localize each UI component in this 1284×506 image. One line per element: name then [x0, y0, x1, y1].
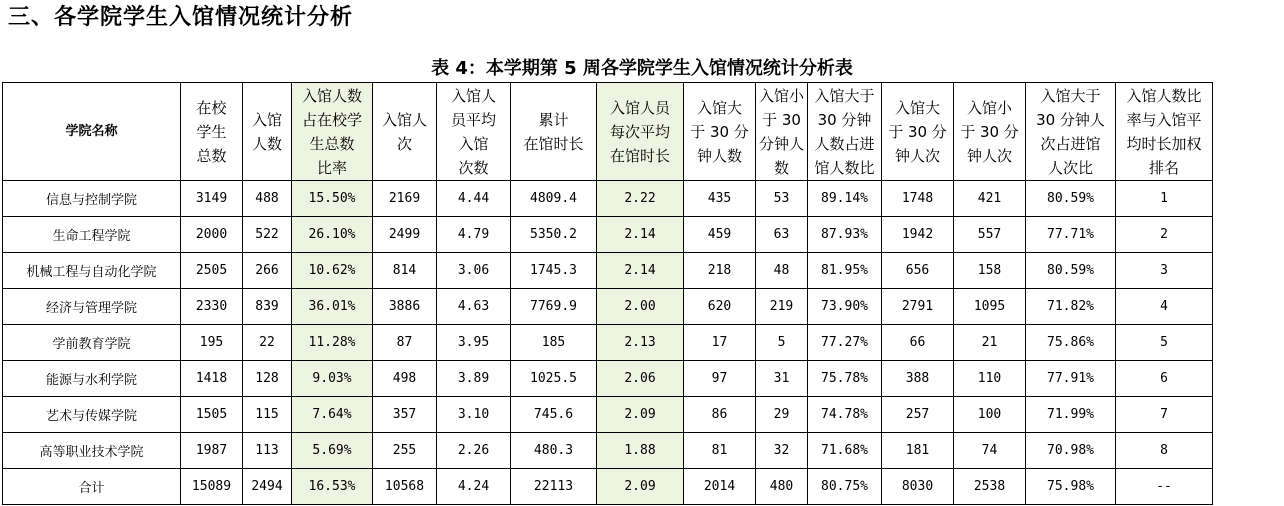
- column-header: [181, 83, 243, 181]
- table-cell: 745.6: [511, 397, 597, 433]
- column-header-line: 入馆人员: [609, 98, 670, 117]
- table-cell: 73.90%: [808, 289, 882, 325]
- table-cell: 1745.3: [511, 253, 597, 289]
- table-cell: 2.09: [597, 469, 684, 505]
- column-header-line: 每次平均: [609, 122, 670, 141]
- table-cell: 7.64%: [292, 397, 373, 433]
- stats-table: [2, 82, 1213, 505]
- column-header-line: 钟人次: [894, 146, 940, 165]
- table-cell: 75.86%: [1026, 325, 1116, 361]
- column-header: [597, 83, 684, 181]
- table-cell: 66: [882, 325, 954, 361]
- table-cell: 814: [373, 253, 437, 289]
- table-cell: 1.88: [597, 433, 684, 469]
- table-cell: 1942: [882, 217, 954, 253]
- table-cell: 4.44: [437, 181, 511, 217]
- table-cell: 435: [684, 181, 756, 217]
- table-cell: 53: [756, 181, 808, 217]
- column-header: [1116, 83, 1213, 181]
- table-cell: 48: [756, 253, 808, 289]
- table-row: [3, 433, 1213, 469]
- table-cell: 63: [756, 217, 808, 253]
- table-cell: 557: [954, 217, 1026, 253]
- table-cell: 74: [954, 433, 1026, 469]
- column-header-line: 总数: [196, 146, 227, 165]
- column-header-line: 入馆大: [696, 98, 742, 117]
- table-cell: 4.79: [437, 217, 511, 253]
- column-header: [684, 83, 756, 181]
- table-cell: 480.3: [511, 433, 597, 469]
- table-cell: 2000: [181, 217, 243, 253]
- table-cell: 75.98%: [1026, 469, 1116, 505]
- column-header-line: 于 30 分: [690, 122, 749, 141]
- table-cell: 488: [243, 181, 292, 217]
- table-cell: 459: [684, 217, 756, 253]
- table-cell: 86: [684, 397, 756, 433]
- column-header-line: 入馆大于: [814, 86, 875, 105]
- table-cell: 7: [1116, 397, 1213, 433]
- column-header-line: 次: [396, 134, 412, 153]
- table-cell: 71.82%: [1026, 289, 1116, 325]
- table-cell: 80.59%: [1026, 253, 1116, 289]
- college-name-cell: 机械工程与自动化学院: [3, 253, 181, 289]
- table-cell: 2.14: [597, 217, 684, 253]
- table-cell: 10568: [373, 469, 437, 505]
- table-cell: 31: [756, 361, 808, 397]
- table-cell: 15089: [181, 469, 243, 505]
- column-header-line: 钟人次: [966, 146, 1012, 165]
- table-cell: 195: [181, 325, 243, 361]
- table-cell: 498: [373, 361, 437, 397]
- table-cell: 87.93%: [808, 217, 882, 253]
- table-cell: 5: [756, 325, 808, 361]
- table-cell: 100: [954, 397, 1026, 433]
- column-header-line: 30 分钟: [817, 110, 872, 129]
- table-cell: 3886: [373, 289, 437, 325]
- column-header-line: 排名: [1148, 158, 1179, 177]
- college-name-cell: 经济与管理学院: [3, 289, 181, 325]
- table-cell: 74.78%: [808, 397, 882, 433]
- table-cell: 4809.4: [511, 181, 597, 217]
- column-header: [292, 83, 373, 181]
- table-header-row: [3, 83, 1213, 181]
- table-cell: 71.68%: [808, 433, 882, 469]
- column-header: [3, 83, 181, 181]
- table-row: [3, 253, 1213, 289]
- table-cell: 113: [243, 433, 292, 469]
- college-name-cell: 高等职业技术学院: [3, 433, 181, 469]
- column-header-line: 次数: [458, 158, 489, 177]
- column-header-line: 钟人数: [696, 146, 742, 165]
- column-header-line: 馆人数比: [814, 158, 875, 177]
- table-cell: 266: [243, 253, 292, 289]
- table-cell: 4.63: [437, 289, 511, 325]
- table-cell: 480: [756, 469, 808, 505]
- table-cell: 75.78%: [808, 361, 882, 397]
- table-cell: 17: [684, 325, 756, 361]
- table-cell: 656: [882, 253, 954, 289]
- table-cell: 22: [243, 325, 292, 361]
- table-cell: 80.75%: [808, 469, 882, 505]
- column-header-line: 学院名称: [65, 123, 118, 139]
- column-header: [808, 83, 882, 181]
- table-cell: 4: [1116, 289, 1213, 325]
- section-heading: 三、各学院学生入馆情况统计分析: [8, 5, 354, 30]
- table-cell: 81.95%: [808, 253, 882, 289]
- column-header: [373, 83, 437, 181]
- table-cell: 218: [684, 253, 756, 289]
- table-cell: 1095: [954, 289, 1026, 325]
- college-name-cell: 信息与控制学院: [3, 181, 181, 217]
- table-cell: 16.53%: [292, 469, 373, 505]
- table-cell: 5: [1116, 325, 1213, 361]
- table-cell: 87: [373, 325, 437, 361]
- table-cell: 128: [243, 361, 292, 397]
- table-cell: 3.06: [437, 253, 511, 289]
- column-header-line: 入馆大: [894, 98, 940, 117]
- table-cell: 1025.5: [511, 361, 597, 397]
- table-cell: 110: [954, 361, 1026, 397]
- table-cell: 36.01%: [292, 289, 373, 325]
- table-cell: 5.69%: [292, 433, 373, 469]
- column-header-line: 学生: [196, 122, 227, 141]
- table-row: [3, 181, 1213, 217]
- table-row: [3, 325, 1213, 361]
- table-cell: 522: [243, 217, 292, 253]
- table-cell: 2494: [243, 469, 292, 505]
- table-cell: 2.13: [597, 325, 684, 361]
- column-header-line: 率与入馆平: [1126, 110, 1202, 129]
- college-name-cell: 能源与水利学院: [3, 361, 181, 397]
- column-header-line: 入馆人: [381, 110, 427, 129]
- table-cell: 2.06: [597, 361, 684, 397]
- column-header-line: 入馆: [458, 134, 489, 153]
- column-header-line: 人数占进: [814, 134, 875, 153]
- table-cell: 32: [756, 433, 808, 469]
- table-cell: 9.03%: [292, 361, 373, 397]
- table-cell: 70.98%: [1026, 433, 1116, 469]
- table-cell: 7769.9: [511, 289, 597, 325]
- column-header-line: 分钟人: [758, 134, 804, 153]
- column-header-line: 在馆时长: [609, 146, 670, 165]
- table-cell: 2791: [882, 289, 954, 325]
- column-header-line: 于 30: [762, 110, 801, 129]
- table-cell: 4.24: [437, 469, 511, 505]
- table-cell: 2014: [684, 469, 756, 505]
- table-cell: 3.10: [437, 397, 511, 433]
- column-header: [954, 83, 1026, 181]
- table-cell: 185: [511, 325, 597, 361]
- table-cell: 2538: [954, 469, 1026, 505]
- table-cell: 2.22: [597, 181, 684, 217]
- column-header: [437, 83, 511, 181]
- table-cell: 3.95: [437, 325, 511, 361]
- table-cell: 81: [684, 433, 756, 469]
- college-name-cell: 合计: [3, 469, 181, 505]
- table-cell: 29: [756, 397, 808, 433]
- table-cell: 6: [1116, 361, 1213, 397]
- column-header-line: 入馆人: [450, 86, 496, 105]
- table-cell: 15.50%: [292, 181, 373, 217]
- table-cell: 181: [882, 433, 954, 469]
- table-cell: 2505: [181, 253, 243, 289]
- table-cell: 97: [684, 361, 756, 397]
- table-cell: 77.91%: [1026, 361, 1116, 397]
- table-cell: 2169: [373, 181, 437, 217]
- table-cell: 77.71%: [1026, 217, 1116, 253]
- column-header-line: 员平均: [450, 110, 496, 129]
- column-header: [1026, 83, 1116, 181]
- column-header-line: 人次比: [1047, 158, 1093, 177]
- table-cell: 8030: [882, 469, 954, 505]
- table-cell: 71.99%: [1026, 397, 1116, 433]
- table-cell: 115: [243, 397, 292, 433]
- table-cell: 1987: [181, 433, 243, 469]
- table-cell: 158: [954, 253, 1026, 289]
- table-cell: 257: [882, 397, 954, 433]
- table-cell: 3: [1116, 253, 1213, 289]
- total-row: [3, 469, 1213, 505]
- column-header-line: 30 分钟人: [1036, 110, 1105, 129]
- table-row: [3, 361, 1213, 397]
- table-cell: 1505: [181, 397, 243, 433]
- column-header-line: 比率: [316, 158, 347, 177]
- table-cell: 89.14%: [808, 181, 882, 217]
- table-cell: 357: [373, 397, 437, 433]
- college-name-cell: 生命工程学院: [3, 217, 181, 253]
- college-name-cell: 艺术与传媒学院: [3, 397, 181, 433]
- table-cell: 26.10%: [292, 217, 373, 253]
- column-header-line: 在馆时长: [523, 134, 584, 153]
- column-header-line: 占在校学: [301, 110, 362, 129]
- table-cell: 2.09: [597, 397, 684, 433]
- table-cell: 77.27%: [808, 325, 882, 361]
- table-cell: 3149: [181, 181, 243, 217]
- college-name-cell: 学前教育学院: [3, 325, 181, 361]
- table-cell: 421: [954, 181, 1026, 217]
- table-caption: 表 4：本学期第 5 周各学院学生入馆情况统计分析表: [431, 58, 853, 79]
- column-header-line: 均时长加权: [1126, 134, 1202, 153]
- column-header-line: 次占进馆: [1040, 134, 1101, 153]
- column-header-line: 入馆小: [758, 86, 804, 105]
- table-cell: 8: [1116, 433, 1213, 469]
- table-cell: 1: [1116, 181, 1213, 217]
- column-header-line: 生总数: [309, 134, 355, 153]
- table-cell: 839: [243, 289, 292, 325]
- table-cell: 2.26: [437, 433, 511, 469]
- table-cell: 255: [373, 433, 437, 469]
- table-cell: 2: [1116, 217, 1213, 253]
- column-header: [756, 83, 808, 181]
- table-cell: 21: [954, 325, 1026, 361]
- table-cell: 5350.2: [511, 217, 597, 253]
- column-header: [882, 83, 954, 181]
- table-cell: 3.89: [437, 361, 511, 397]
- column-header-line: 入馆人数比: [1126, 86, 1202, 105]
- column-header-line: 数: [773, 158, 789, 177]
- column-header-line: 于 30 分: [960, 122, 1019, 141]
- column-header-line: 于 30 分: [888, 122, 947, 141]
- table-cell: 2.00: [597, 289, 684, 325]
- column-header-line: 入馆: [251, 110, 282, 129]
- table-cell: 11.28%: [292, 325, 373, 361]
- column-header-line: 人数: [251, 134, 282, 153]
- column-header: [243, 83, 292, 181]
- column-header-line: 入馆大于: [1040, 86, 1101, 105]
- table-cell: 219: [756, 289, 808, 325]
- column-header-line: 在校: [196, 98, 227, 117]
- table-row: [3, 397, 1213, 433]
- table-cell: 2.14: [597, 253, 684, 289]
- table-cell: 10.62%: [292, 253, 373, 289]
- column-header-line: 入馆小: [966, 98, 1012, 117]
- table-cell: --: [1116, 469, 1213, 505]
- column-header-line: 累计: [538, 110, 569, 129]
- table-cell: 2330: [181, 289, 243, 325]
- table-row: [3, 217, 1213, 253]
- column-header: [511, 83, 597, 181]
- column-header-line: 入馆人数: [301, 86, 362, 105]
- table-cell: 80.59%: [1026, 181, 1116, 217]
- table-cell: 1748: [882, 181, 954, 217]
- table-cell: 620: [684, 289, 756, 325]
- table-cell: 2499: [373, 217, 437, 253]
- table-cell: 1418: [181, 361, 243, 397]
- table-cell: 388: [882, 361, 954, 397]
- table-row: [3, 289, 1213, 325]
- table-cell: 22113: [511, 469, 597, 505]
